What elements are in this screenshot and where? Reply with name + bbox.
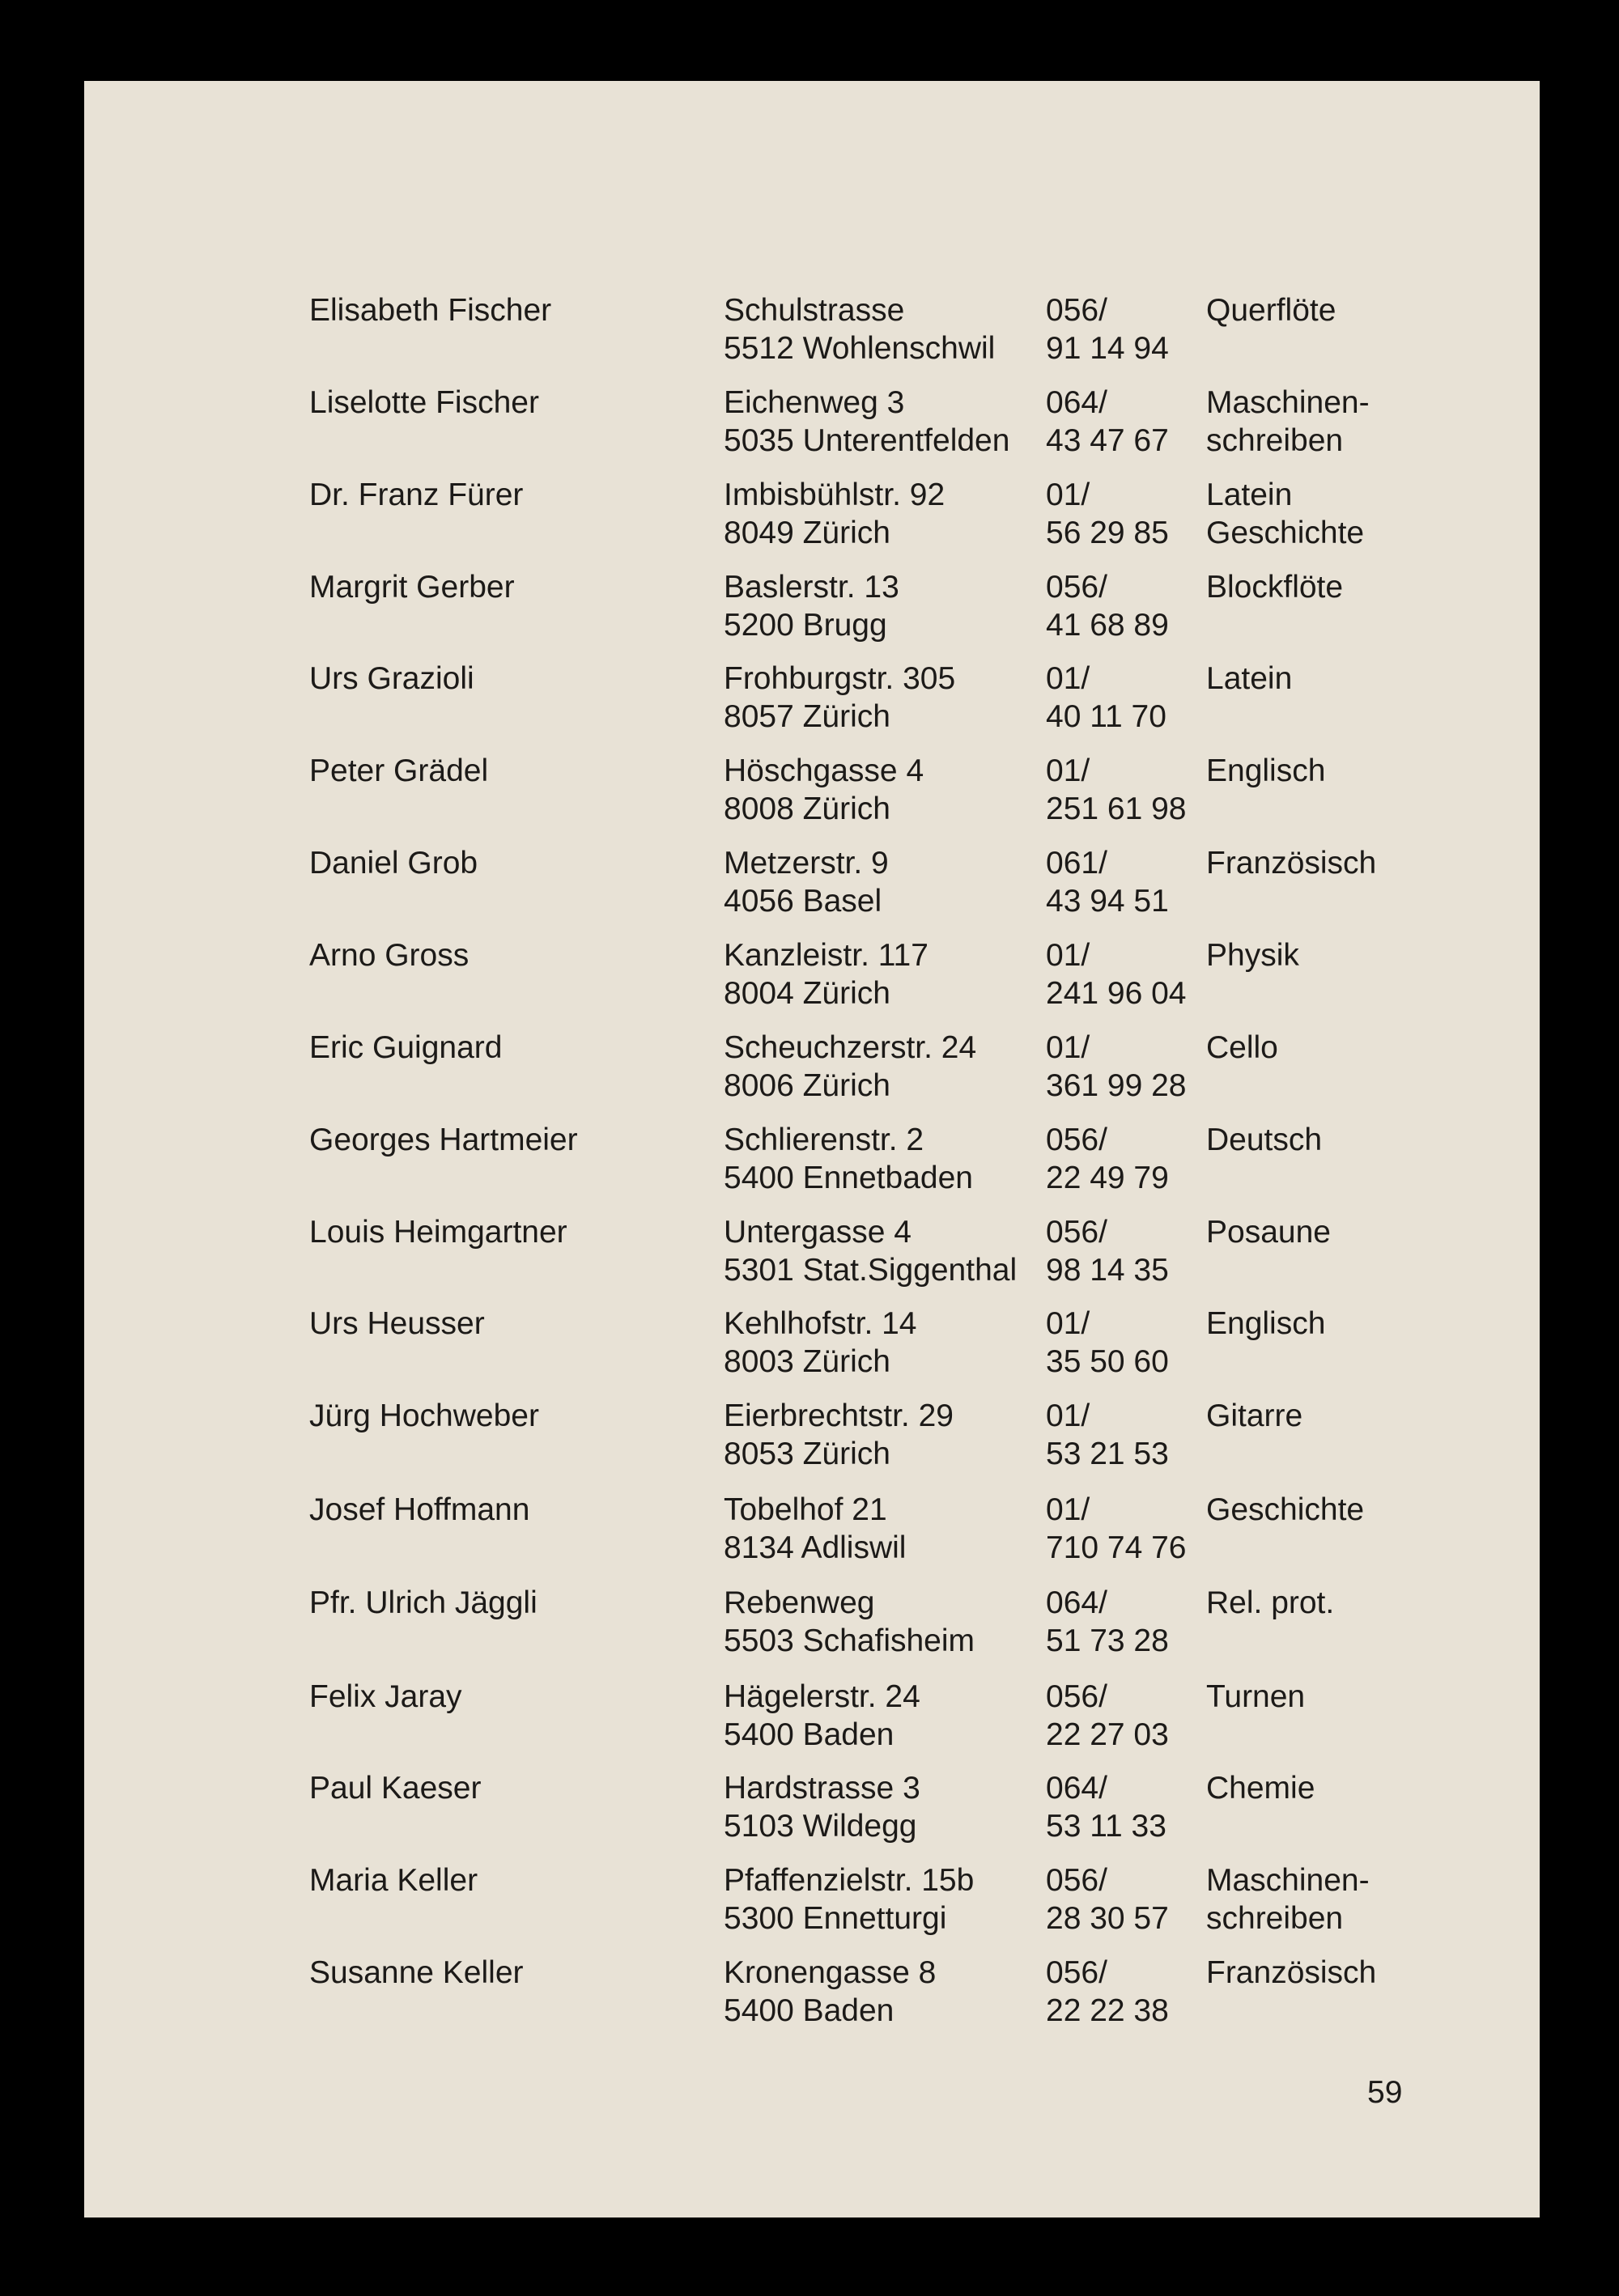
entry-subject: Latein Geschichte: [1206, 477, 1365, 550]
directory-entry: [84, 1491, 1540, 1572]
entry-phone: 056/ 91 14 94: [1046, 293, 1169, 366]
entry-phone: 064/ 53 11 33: [1046, 1771, 1166, 1844]
directory-entry: [84, 1397, 1540, 1478]
entry-address: Kehlhofstr. 14 8003 Zürich: [724, 1306, 917, 1379]
entry-address: Hägelerstr. 24 5400 Baden: [724, 1679, 920, 1752]
entry-address: Eichenweg 3 5035 Unterentfelden: [724, 385, 1010, 458]
entry-subject: Englisch: [1206, 753, 1326, 788]
entry-subject: Posaune: [1206, 1215, 1331, 1250]
entry-phone: 01/ 53 21 53: [1046, 1398, 1169, 1471]
directory-entry: [84, 384, 1540, 465]
entry-name: Peter Grädel: [309, 753, 489, 788]
entry-address: Hardstrasse 3 5103 Wildegg: [724, 1771, 920, 1844]
directory-page: [84, 81, 1540, 2217]
entry-address: Höschgasse 4 8008 Zürich: [724, 753, 924, 826]
directory-entry: [84, 1121, 1540, 1202]
entry-name: Paul Kaeser: [309, 1771, 482, 1806]
entry-address: Rebenweg 5503 Schafisheim: [724, 1585, 975, 1658]
entry-phone: 061/ 43 94 51: [1046, 846, 1169, 919]
directory-entry: [84, 1954, 1540, 2035]
entry-phone: 01/ 35 50 60: [1046, 1306, 1169, 1379]
entry-address: Metzerstr. 9 4056 Basel: [724, 846, 889, 919]
entry-address: Kanzleistr. 117 8004 Zürich: [724, 938, 928, 1011]
entry-subject: Maschinen- schreiben: [1206, 385, 1370, 458]
entry-phone: 01/ 710 74 76: [1046, 1492, 1187, 1565]
directory-entry: [84, 1584, 1540, 1665]
entry-address: Schulstrasse 5512 Wohlenschwil: [724, 293, 996, 366]
entry-subject: Turnen: [1206, 1679, 1306, 1714]
entry-subject: Deutsch: [1206, 1123, 1323, 1157]
entry-name: Felix Jaray: [309, 1679, 462, 1714]
entry-phone: 056/ 22 22 38: [1046, 1955, 1169, 2028]
directory-entry: [84, 1861, 1540, 1942]
entry-subject: Querflöte: [1206, 293, 1336, 328]
directory-entry: [84, 752, 1540, 833]
directory-entry: [84, 844, 1540, 925]
entry-address: Baslerstr. 13 5200 Brugg: [724, 570, 899, 643]
entry-name: Urs Heusser: [309, 1306, 485, 1341]
entry-name: Maria Keller: [309, 1863, 478, 1898]
entry-subject: Maschinen- schreiben: [1206, 1863, 1370, 1936]
directory-entry: [84, 291, 1540, 372]
entry-phone: 056/ 22 27 03: [1046, 1679, 1169, 1752]
entry-name: Liselotte Fischer: [309, 385, 539, 420]
teacher-directory: [84, 81, 1540, 2217]
entry-phone: 064/ 51 73 28: [1046, 1585, 1169, 1658]
entry-address: Pfaffenzielstr. 15b 5300 Ennetturgi: [724, 1863, 975, 1936]
entry-subject: Französisch: [1206, 1955, 1377, 1990]
directory-entry: [84, 568, 1540, 649]
entry-name: Jürg Hochweber: [309, 1398, 539, 1433]
entry-phone: 01/ 241 96 04: [1046, 938, 1187, 1011]
entry-subject: Physik: [1206, 938, 1299, 973]
directory-entry: [84, 936, 1540, 1017]
entry-phone: 056/ 41 68 89: [1046, 570, 1169, 643]
entry-name: Louis Heimgartner: [309, 1215, 567, 1250]
directory-entry: [84, 1305, 1540, 1386]
entry-name: Eric Guignard: [309, 1030, 503, 1065]
entry-name: Pfr. Ulrich Jäggli: [309, 1585, 538, 1620]
entry-name: Georges Hartmeier: [309, 1123, 578, 1157]
entry-phone: 064/ 43 47 67: [1046, 385, 1169, 458]
entry-name: Daniel Grob: [309, 846, 478, 881]
entry-phone: 056/ 98 14 35: [1046, 1215, 1169, 1288]
entry-phone: 056/ 22 49 79: [1046, 1123, 1169, 1195]
entry-address: Kronengasse 8 5400 Baden: [724, 1955, 937, 2028]
entry-phone: 056/ 28 30 57: [1046, 1863, 1169, 1936]
entry-name: Arno Gross: [309, 938, 470, 973]
directory-entry: [84, 476, 1540, 557]
directory-entry: [84, 1029, 1540, 1110]
entry-subject: Cello: [1206, 1030, 1278, 1065]
directory-entry: [84, 1769, 1540, 1850]
entry-subject: Französisch: [1206, 846, 1377, 881]
directory-entry: [84, 1213, 1540, 1294]
entry-subject: Englisch: [1206, 1306, 1326, 1341]
entry-address: Frohburgstr. 305 8057 Zürich: [724, 661, 956, 734]
entry-address: Schlierenstr. 2 5400 Ennetbaden: [724, 1123, 973, 1195]
page-number: 59: [1367, 2075, 1403, 2110]
entry-name: Urs Grazioli: [309, 661, 474, 696]
entry-address: Untergasse 4 5301 Stat.Siggenthal: [724, 1215, 1018, 1288]
entry-name: Margrit Gerber: [309, 570, 515, 605]
entry-name: Dr. Franz Fürer: [309, 477, 524, 512]
entry-address: Scheuchzerstr. 24 8006 Zürich: [724, 1030, 977, 1103]
entry-subject: Geschichte: [1206, 1492, 1365, 1527]
entry-subject: Blockflöte: [1206, 570, 1344, 605]
entry-address: Imbisbühlstr. 92 8049 Zürich: [724, 477, 945, 550]
entry-phone: 01/ 251 61 98: [1046, 753, 1187, 826]
entry-address: Tobelhof 21 8134 Adliswil: [724, 1492, 907, 1565]
entry-address: Eierbrechtstr. 29 8053 Zürich: [724, 1398, 954, 1471]
entry-name: Susanne Keller: [309, 1955, 524, 1990]
entry-subject: Rel. prot.: [1206, 1585, 1335, 1620]
entry-name: Elisabeth Fischer: [309, 293, 552, 328]
entry-subject: Latein: [1206, 661, 1293, 696]
entry-subject: Gitarre: [1206, 1398, 1303, 1433]
directory-entry: [84, 660, 1540, 741]
entry-phone: 01/ 40 11 70: [1046, 661, 1166, 734]
directory-entry: [84, 1678, 1540, 1759]
entry-phone: 01/ 56 29 85: [1046, 477, 1169, 550]
entry-phone: 01/ 361 99 28: [1046, 1030, 1187, 1103]
entry-name: Josef Hoffmann: [309, 1492, 530, 1527]
entry-subject: Chemie: [1206, 1771, 1315, 1806]
